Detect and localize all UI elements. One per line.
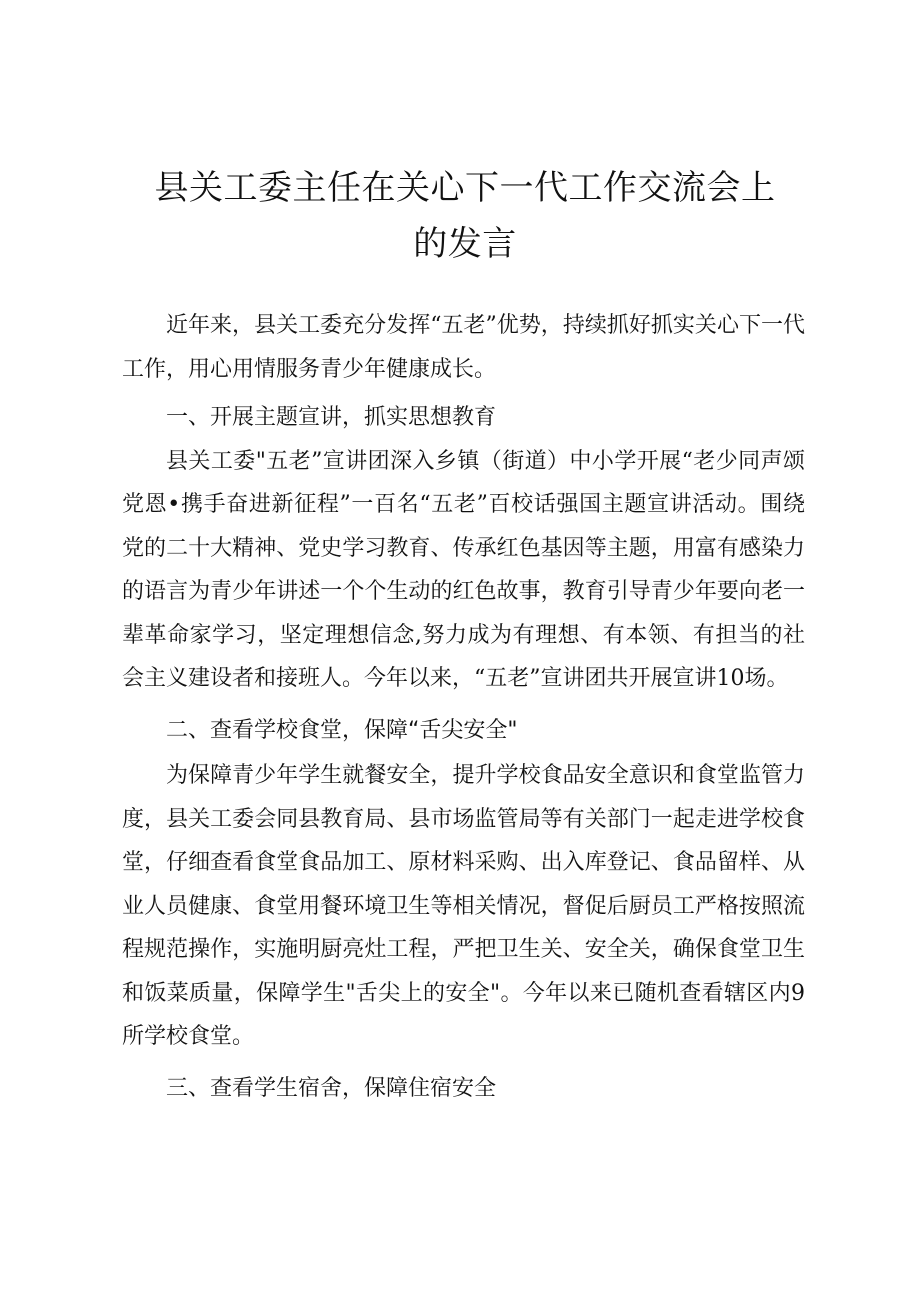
- section-heading-1: 一、开展主题宣讲，抓实思想教育: [166, 405, 497, 430]
- section-heading-2: 二、查看学校食堂，保障“舌尖安全": [166, 717, 518, 743]
- section-body-2: 为保障青少年学生就餐安全，提升学校食品安全意识和食堂监管力度，县关工委会同县教育局、县市场监管局等有关部门一起走进学校食堂，仔细查看食堂食品加工、原材料采购、出入库登记、食品留样、从业人员健康、食堂用餐环境卫生等相关情况，督促后厨员工严格按照流程规范操作，实施明厨亮灶工程，严把卫生关、安全关，确保食堂卫生和饭菜质量，保障学生"舌尖上的安全"。今年以来已随机查看辖区内9所学校食堂。: [122, 763, 805, 1049]
- section-body-1: 县关工委"五老”宣讲团深入乡镇（街道）中小学开展“老少同声颂党恩•携手奋进新征程”一百名“五老”百校话强国主题宣讲活动。围绕党的二十大精神、党史学习教育、传承红色基因等主题，用富有感染力的语言为青少年讲述一个个生动的红色故事，教育引导青少年要向老一辈革命家学习，坚定理想信念,努力成为有理想、有本领、有担当的社会主义建设者和接班人。今年以来，“五老”宣讲团共开展宣讲10场。: [122, 448, 805, 691]
- intro-paragraph: 近年来，县关工委充分发挥“五老”优势，持续抓好抓实关心下一代工作，用心用情服务青少年健康成长。: [122, 313, 805, 382]
- section-heading-3: 三、查看学生宿舍，保障住宿安全: [166, 1075, 497, 1101]
- document-title: 县关工委主任在关心下一代工作交流会上的发言: [154, 168, 776, 264]
- document-body: [122, 304, 805, 1110]
